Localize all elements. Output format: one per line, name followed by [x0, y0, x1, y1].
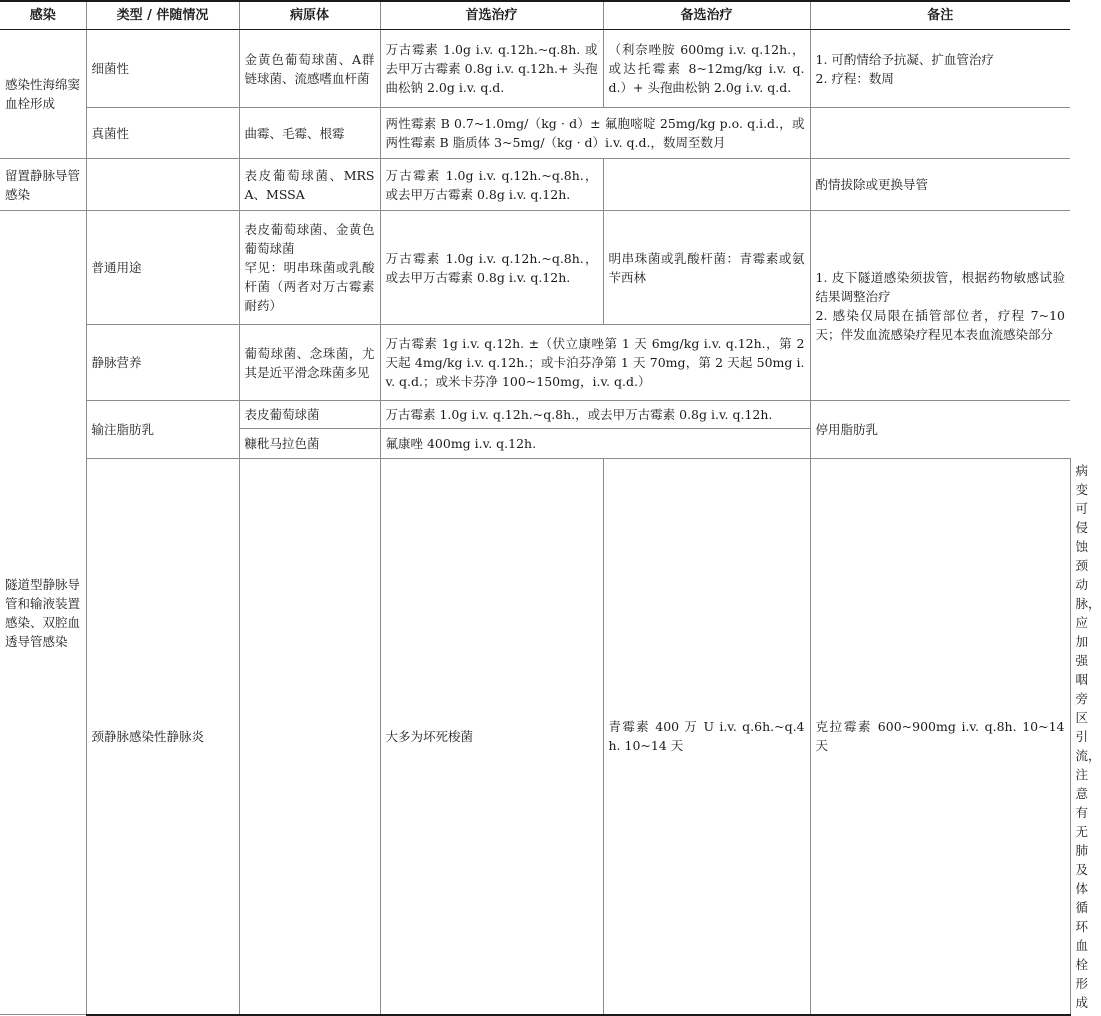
header-remark: 备注	[810, 1, 1070, 30]
header-row	[0, 1, 1070, 30]
header-infection: 感染	[0, 1, 86, 30]
cell-first-line: 万古霉素 1.0g i.v. q.12h.~q.8h. 或去甲万古霉素 0.8g i.v. q.12h.+ 头孢曲松钠 2.0g i.v. q.d.	[380, 30, 603, 108]
cell-pathogen: 糠秕马拉色菌	[239, 429, 380, 459]
cell-combined-treatment: 万古霉素 1g i.v. q.12h. ±（伏立康唑第 1 天 6mg/kg i.v. q.12h.，第 2 天起 4mg/kg i.v. q.12h.；或卡泊芬净第 1 天 70mg，第 2 天起 50mg i.v. q.d.；或米卡芬净 100~150mg，i.v. q.d.）	[380, 325, 810, 401]
cell-remark: 酌情拔除或更换导管	[810, 159, 1070, 211]
cell-pathogen: 葡萄球菌、念珠菌，尤其是近平滑念珠菌多见	[239, 325, 380, 401]
cell-first-line: 万古霉素 1.0g i.v. q.12h.~q.8h.，或去甲万古霉素 0.8g i.v. q.12h.	[380, 159, 603, 211]
cell-infection: 隧道型静脉导管和输液装置感染、双腔血透导管感染	[0, 211, 86, 1015]
table-row	[0, 159, 1070, 211]
table-row	[0, 401, 1070, 429]
cell-type	[239, 459, 380, 1015]
cell-pathogen: 表皮葡萄球菌	[239, 401, 380, 429]
table-header	[0, 1, 1070, 30]
cell-remark: 停用脂肪乳	[810, 401, 1070, 459]
cell-pathogen: 曲霉、毛霉、根霉	[239, 108, 380, 159]
cell-pathogen: 大多为坏死梭菌	[380, 459, 603, 1015]
header-pathogen: 病原体	[239, 1, 380, 30]
table-row	[0, 211, 1070, 325]
table-row	[0, 30, 1070, 108]
header-first-line: 首选治疗	[380, 1, 603, 30]
cell-type: 细菌性	[86, 30, 239, 108]
cell-type: 真菌性	[86, 108, 239, 159]
cell-remark: 1. 皮下隧道感染须拔管，根据药物敏感试验结果调整治疗 2. 感染仅局限在插管部位者，疗程 7~10 天；伴发血流感染疗程见本表血流感染部分	[810, 211, 1070, 401]
cell-type: 输注脂肪乳	[86, 401, 239, 459]
cell-alternative: （利奈唑胺 600mg i.v. q.12h.，或达托霉素 8~12mg/kg i.v. q.d.）+ 头孢曲松钠 2.0g i.v. q.d.	[603, 30, 810, 108]
cell-combined-treatment: 氟康唑 400mg i.v. q.12h.	[380, 429, 810, 459]
cell-type-empty	[86, 159, 239, 211]
cell-alternative: 克拉霉素 600~900mg i.v. q.8h. 10~14 天	[810, 459, 1070, 1015]
cell-type: 普通用途	[86, 211, 239, 325]
header-type: 类型 / 伴随情况	[86, 1, 239, 30]
cell-infection: 留置静脉导管感染	[0, 159, 86, 211]
cell-pathogen: 表皮葡萄球菌、金黄色葡萄球菌 罕见：明串珠菌或乳酸杆菌（两者对万古霉素耐药）	[239, 211, 380, 325]
cell-alternative: 明串珠菌或乳酸杆菌：青霉素或氨苄西林	[603, 211, 810, 325]
table-row	[0, 108, 1070, 159]
cell-combined-treatment: 万古霉素 1.0g i.v. q.12h.~q.8h.，或去甲万古霉素 0.8g i.v. q.12h.	[380, 401, 810, 429]
cell-pathogen: 金黄色葡萄球菌、A群链球菌、流感嗜血杆菌	[239, 30, 380, 108]
cell-pathogen: 表皮葡萄球菌、MRSA、MSSA	[239, 159, 380, 211]
cell-first-line: 青霉素 400 万 U i.v. q.6h.~q.4h. 10~14 天	[603, 459, 810, 1015]
cell-alternative	[603, 159, 810, 211]
cell-remark: 1. 可酌情给予抗凝、扩血管治疗 2. 疗程：数周	[810, 30, 1070, 108]
cell-combined-treatment: 两性霉素 B 0.7~1.0mg/（kg · d）± 氟胞嘧啶 25mg/kg p.o. q.i.d.，或两性霉素 B 脂质体 3~5mg/（kg · d）i.v. q.d.，数周至数月	[380, 108, 810, 159]
table-body	[0, 30, 1101, 1015]
cell-infection: 感染性海绵窦血栓形成	[0, 30, 86, 159]
table-row: 颈静脉感染性静脉炎 大多为坏死梭菌 青霉素 400 万 U i.v. q.6h.~q.4h. 10~14 天 克拉霉素 600~900mg i.v. q.8h. 10~14 天 病变可侵蚀颈动脉，应加强咽旁区引流，注意有无肺及体循环血栓形成	[0, 459, 1070, 1015]
cell-type: 静脉营养	[86, 325, 239, 401]
cell-infection: 颈静脉感染性静脉炎	[86, 459, 239, 1015]
cell-first-line: 万古霉素 1.0g i.v. q.12h.~q.8h.，或去甲万古霉素 0.8g i.v. q.12h.	[380, 211, 603, 325]
cell-remark-empty	[810, 108, 1070, 159]
header-alternative: 备选治疗	[603, 1, 810, 30]
